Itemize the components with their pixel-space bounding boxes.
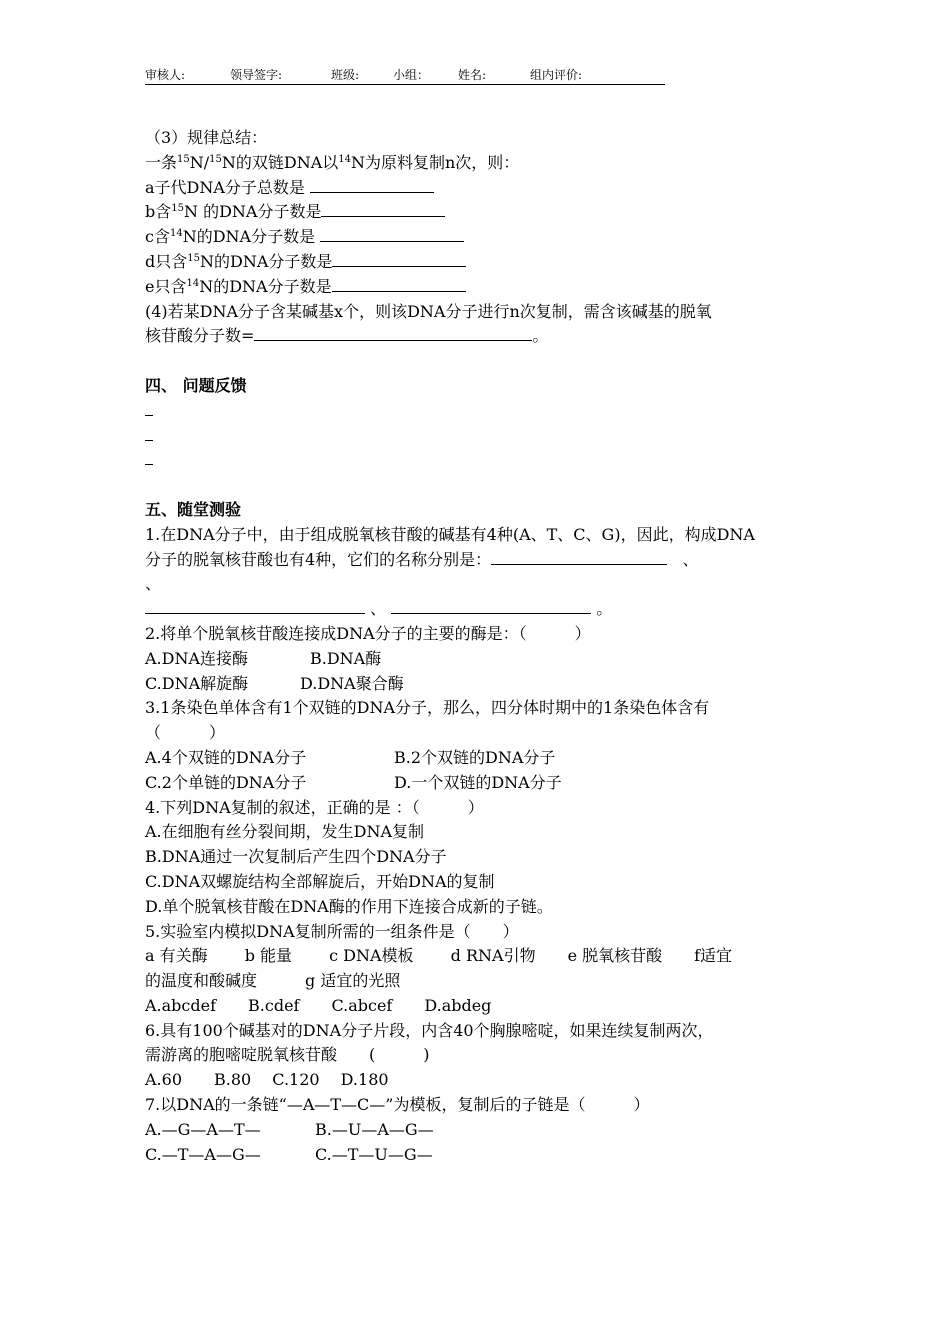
q7-stem: 7.以DNA的一条链“—A—T—C—”为模板，复制后的子链是（ ） xyxy=(145,1095,650,1115)
s4-line-2-text: 核苷酸分子数= xyxy=(145,326,255,346)
s4-end: 。 xyxy=(532,326,549,346)
q5-conditions-1: a 有关酶 b 能量 c DNA模板 d RNA引物 e 脱氧核苷酸 f适宜 xyxy=(145,946,733,966)
answer-blank[interactable] xyxy=(310,176,434,193)
sup-15: 15 xyxy=(209,153,222,165)
s3-a-text: a子代DNA分子总数是 xyxy=(145,177,305,197)
answer-blank[interactable] xyxy=(332,250,466,267)
answer-blank[interactable] xyxy=(491,548,667,565)
q3-line-2: （ ） xyxy=(145,723,226,743)
q7-option-b[interactable]: B.—U—A—G— xyxy=(315,1119,434,1139)
s3-intro-d: N为原料复制n次，则： xyxy=(351,152,520,172)
s3-item-a xyxy=(145,176,810,201)
q3-option-d[interactable]: D.一个双链的DNA分子 xyxy=(394,772,562,792)
s3-b-post: N 的DNA分子数是 xyxy=(183,202,322,222)
feedback-line[interactable] xyxy=(145,448,810,473)
q3-option-b[interactable]: B.2个双链的DNA分子 xyxy=(394,747,556,767)
feedback-line[interactable] xyxy=(145,399,810,424)
q2-option-a[interactable]: A.DNA连接酶 xyxy=(145,648,249,668)
section-4-title: 四、 问题反馈 xyxy=(145,375,247,395)
q7-options-row-1 xyxy=(145,1118,810,1143)
page-header xyxy=(145,66,665,85)
q7-option-a[interactable]: A.—G—A—T— xyxy=(145,1119,261,1139)
q1-sep: 、 xyxy=(682,549,699,569)
s3-intro-a: 一条 xyxy=(145,152,178,172)
s3-item-d xyxy=(145,250,810,275)
q5-options[interactable]: A.abcdef B.cdef C.abcef D.abdeg xyxy=(145,995,492,1015)
q1-line-2-text: 分子的脱氧核苷酸也有4种，它们的名称分别是： xyxy=(145,549,492,569)
answer-blank[interactable] xyxy=(254,324,532,341)
q4-option-c[interactable]: C.DNA双螺旋结构全部解旋后，开始DNA的复制 xyxy=(145,871,495,891)
sup-15: 15 xyxy=(187,252,200,264)
leader-sign-label: 领导签字: xyxy=(230,68,283,82)
q1-line-1: 1.在DNA分子中，由于组成脱氧核苷酸的碱基有4种(A、T、C、G)，因此，构成DNA xyxy=(145,524,755,544)
class-label: 班级: xyxy=(331,68,360,82)
section-5-title: 五、随堂测验 xyxy=(145,499,242,519)
s3-d-pre: d只含 xyxy=(145,251,188,271)
q3-option-a[interactable]: A.4个双链的DNA分子 xyxy=(145,747,307,767)
s3-e-pre: e只含 xyxy=(145,276,187,296)
q3-line-1: 3.1条染色单体含有1个双链的DNA分子，那么，四分体时期中的1条染色体含有 xyxy=(145,698,710,718)
sup-15: 15 xyxy=(171,203,184,215)
q6-options[interactable]: A.60 B.80 C.120 D.180 xyxy=(145,1070,389,1090)
s3-item-e xyxy=(145,275,810,300)
s3-c-post: N的DNA分子数是 xyxy=(182,227,316,247)
sup-15: 15 xyxy=(177,153,190,165)
s3-intro-b: N/ xyxy=(189,152,210,172)
q1-sep: 、 xyxy=(370,599,387,619)
s3-intro xyxy=(145,151,810,176)
answer-blank[interactable] xyxy=(391,597,591,614)
q7-option-d[interactable]: C.—T—U—G— xyxy=(315,1144,433,1164)
q5-stem: 5.实验室内模拟DNA复制所需的一组条件是（ ） xyxy=(145,921,519,941)
s3-title: （3）规律总结： xyxy=(145,128,268,147)
q2-options-row-1 xyxy=(145,647,810,672)
answer-blank[interactable] xyxy=(320,225,464,242)
s3-d-post: N的DNA分子数是 xyxy=(199,251,333,271)
answer-blank[interactable] xyxy=(321,200,445,217)
answer-blank[interactable] xyxy=(145,597,365,614)
q2-option-c[interactable]: C.DNA解旋酶 xyxy=(145,673,249,693)
group-label: 小组： xyxy=(393,68,430,82)
worksheet-body xyxy=(145,126,810,1167)
q3-options-row-2 xyxy=(145,771,810,796)
s4-line-2 xyxy=(145,324,810,349)
s4-line-1: (4)若某DNA分子含某碱基x个，则该DNA分子进行n次复制，需含该碱基的脱氧 xyxy=(145,301,712,321)
q4-option-a[interactable]: A.在细胞有丝分裂间期，发生DNA复制 xyxy=(145,822,425,842)
q4-stem: 4.下列DNA复制的叙述，正确的是 ：（ ） xyxy=(145,797,484,817)
q6-line-2: 需游离的胞嘧啶脱氧核苷酸 ( ) xyxy=(145,1045,430,1065)
s3-e-post: N的DNA分子数是 xyxy=(199,276,332,296)
q6-line-1: 6.具有100个碱基对的DNA分子片段，内含40个胸腺嘧啶，如果连续复制两次， xyxy=(145,1020,714,1040)
q2-options-row-2 xyxy=(145,672,810,697)
feedback-line[interactable] xyxy=(145,424,810,449)
answer-blank[interactable] xyxy=(332,275,466,292)
q3-options-row-1 xyxy=(145,746,810,771)
s3-b-pre: b含 xyxy=(145,202,172,222)
q1-line-4 xyxy=(145,597,810,622)
q3-option-c[interactable]: C.2个单链的DNA分子 xyxy=(145,772,307,792)
q2-option-d[interactable]: D.DNA聚合酶 xyxy=(300,673,404,693)
q1-line-3: 、 xyxy=(145,574,162,594)
sup-14: 14 xyxy=(186,277,200,289)
name-label: 姓名: xyxy=(458,68,487,82)
s3-item-b xyxy=(145,200,810,225)
q7-options-row-2 xyxy=(145,1143,810,1168)
s3-c-pre: c含 xyxy=(145,227,170,247)
q5-conditions-2: 的温度和酸碱度 g 适宜的光照 xyxy=(145,971,401,991)
q1-end: 。 xyxy=(596,599,613,619)
sup-14: 14 xyxy=(169,228,183,240)
group-eval-label: 组内评价: xyxy=(530,68,583,82)
q7-option-c[interactable]: C.—T—A—G— xyxy=(145,1144,261,1164)
q4-option-d[interactable]: D.单个脱氧核苷酸在DNA酶的作用下连接合成新的子链。 xyxy=(145,896,553,916)
sup-14: 14 xyxy=(338,153,351,165)
s3-intro-c: N的双链DNA以 xyxy=(221,152,339,172)
q2-option-b[interactable]: B.DNA酶 xyxy=(310,648,382,668)
q4-option-b[interactable]: B.DNA通过一次复制后产生四个DNA分子 xyxy=(145,847,447,867)
s3-item-c xyxy=(145,225,810,250)
q2-stem: 2.将单个脱氧核苷酸连接成DNA分子的主要的酶是：（ ） xyxy=(145,623,591,643)
q1-line-2 xyxy=(145,548,810,573)
reviewer-label: 审核人: xyxy=(145,68,186,82)
